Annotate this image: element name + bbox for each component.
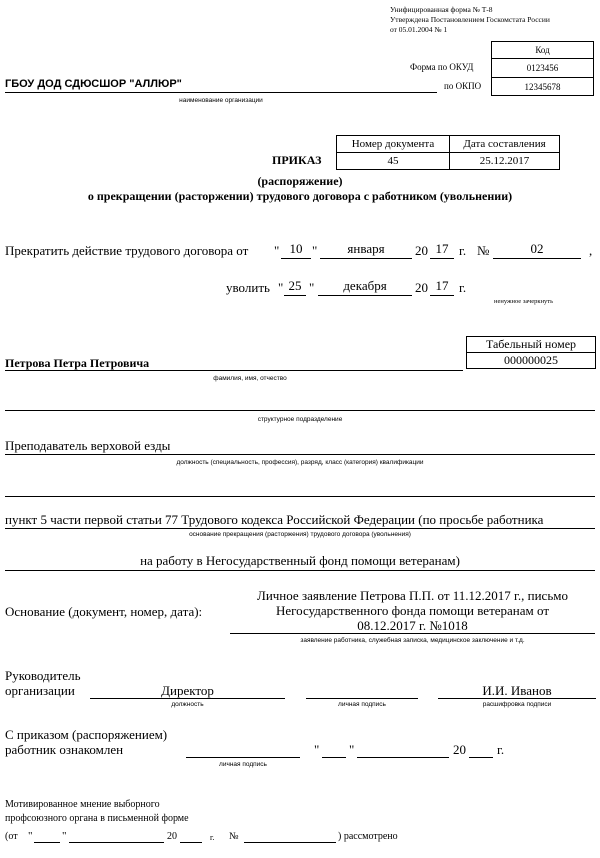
- organization-caption: наименование организации: [179, 97, 263, 104]
- position-caption: должность (специальность, профессия), разряд, класс (категория) квалификации: [176, 459, 424, 466]
- terminate-comma: ,: [589, 243, 593, 258]
- okpo-value: 12345678: [492, 78, 594, 96]
- employee-name-line: [5, 370, 463, 371]
- order-title: ПРИКАЗ: [272, 153, 322, 167]
- union-number-line: [244, 842, 336, 843]
- doc-date-value: 25.12.2017: [450, 153, 560, 170]
- union-from-label: (от: [5, 831, 18, 842]
- terminate-year-suffix: г.: [459, 243, 467, 258]
- acquainted-label1: С приказом (распоряжением): [5, 727, 168, 742]
- acquainted-quote-close: ": [349, 742, 355, 757]
- doc-number-value: 45: [337, 153, 450, 170]
- terminate-quote-open: ": [274, 243, 280, 258]
- terminate-year-prefix: 20: [415, 243, 428, 258]
- head-decode-caption: расшифровка подписи: [482, 701, 552, 708]
- okud-label: Форма по ОКУД: [410, 62, 474, 72]
- employee-position: Преподаватель верховой езды: [5, 438, 171, 453]
- basis-label: Основание (документ, номер, дата):: [5, 604, 203, 619]
- grounds-caption: основание прекращения (расторжения) трудового договора (увольнения): [189, 531, 411, 538]
- union-year-prefix: 20: [167, 831, 177, 842]
- basis-line3: 08.12.2017 г. №1018: [357, 618, 468, 633]
- strike-note: ненужное зачеркнуть: [494, 298, 554, 305]
- dismiss-year: 17: [435, 278, 449, 293]
- head-position-caption: должность: [171, 701, 204, 708]
- employee-name-caption: фамилия, имя, отчество: [213, 375, 287, 382]
- union-line1: Мотивированное мнение выборного: [5, 799, 160, 810]
- dismiss-quote-close: ": [309, 280, 315, 295]
- terminate-day: 10: [289, 241, 303, 256]
- basis-line1: Личное заявление Петрова П.П. от 11.12.2017 г., письмо: [257, 588, 568, 603]
- union-quote-open: ": [28, 830, 33, 842]
- organization-underline: [5, 92, 437, 93]
- terminate-month-line: [320, 258, 412, 259]
- okud-value: 0123456: [492, 59, 594, 78]
- acquainted-year-line: [469, 757, 493, 758]
- head-label1: Руководитель: [5, 668, 81, 683]
- grounds-line2-underline: [5, 570, 595, 571]
- form-header-line3: от 05.01.2004 № 1: [390, 25, 448, 34]
- okpo-label: по ОКПО: [444, 81, 482, 91]
- acquainted-day-line: [322, 757, 346, 758]
- basis-underline: [230, 633, 595, 634]
- terminate-number-label: №: [477, 243, 490, 258]
- union-day-line: [34, 842, 60, 843]
- head-signature-line: [306, 698, 418, 699]
- union-year-line: [180, 842, 202, 843]
- terminate-day-line: [281, 258, 311, 259]
- acquainted-month-line: [357, 757, 449, 758]
- head-position: Директор: [161, 683, 214, 698]
- terminate-label: Прекратить действие трудового договора от: [5, 243, 249, 258]
- dismiss-day-line: [284, 295, 306, 296]
- union-year-suffix: г.: [210, 833, 215, 842]
- doc-number-table: [336, 135, 560, 170]
- basis-caption: заявление работника, служебная записка, медицинское заключение и т.д.: [300, 637, 525, 644]
- grounds-line1-underline: [5, 528, 595, 529]
- department-line: [5, 410, 595, 411]
- kod-header: Код: [492, 42, 594, 59]
- employee-name: Петрова Петра Петровича: [5, 356, 150, 370]
- dismiss-month: декабря: [343, 278, 387, 293]
- dismiss-label: уволить: [226, 280, 270, 295]
- basis-line2: Негосударственного фонда помощи ветеранам от: [275, 603, 550, 618]
- union-number-label: №: [229, 831, 239, 842]
- tab-number-value: 000000025: [467, 353, 596, 369]
- order-subtitle: (распоряжение): [257, 174, 343, 188]
- blank-line: [5, 496, 595, 497]
- organization-name: ГБОУ ДОД СДЮСШОР "АЛЛЮР": [5, 78, 182, 90]
- grounds-line1: пункт 5 части первой статьи 77 Трудового кодекса Российской Федерации (по просьбе работника: [5, 512, 544, 527]
- head-signature-caption: личная подпись: [338, 701, 386, 708]
- grounds-line2: на работу в Негосударственный фонд помощи ветеранам): [140, 553, 460, 568]
- acquainted-year-prefix: 20: [453, 742, 466, 757]
- position-line: [5, 454, 595, 455]
- form-header-line2: Утверждена Постановлением Госкомстата России: [390, 15, 550, 24]
- acquainted-quote-open: ": [314, 742, 320, 757]
- acquainted-label2: работник ознакомлен: [5, 742, 124, 757]
- union-end: ) рассмотрено: [338, 831, 398, 842]
- dismiss-day: 25: [288, 278, 302, 293]
- union-line2: профсоюзного органа в письменной форме: [5, 813, 189, 824]
- tab-number-table: [466, 336, 596, 369]
- doc-number-header: Номер документа: [337, 136, 450, 153]
- order-heading: о прекращении (расторжении) трудового договора с работником (увольнении): [87, 189, 513, 203]
- terminate-number-line: [493, 258, 581, 259]
- dismiss-quote-open: ": [278, 280, 284, 295]
- codes-table: [491, 41, 594, 96]
- dismiss-year-line: [430, 295, 454, 296]
- union-quote-close: ": [62, 830, 67, 842]
- terminate-month: января: [347, 241, 385, 256]
- department-caption: структурное подразделение: [257, 416, 343, 423]
- dismiss-year-suffix: г.: [459, 280, 467, 295]
- terminate-number: 02: [530, 241, 544, 256]
- head-decode-line: [438, 698, 596, 699]
- acquainted-signature-line: [186, 757, 300, 758]
- head-decode: И.И. Иванов: [482, 683, 552, 698]
- head-position-line: [90, 698, 285, 699]
- head-label2: организации: [5, 683, 75, 698]
- acquainted-year-suffix: г.: [497, 742, 505, 757]
- terminate-year: 17: [435, 241, 449, 256]
- dismiss-month-line: [318, 295, 412, 296]
- form-header-line1: Унифицированная форма № Т-8: [390, 5, 493, 14]
- terminate-quote-close: ": [312, 243, 318, 258]
- union-month-line: [69, 842, 164, 843]
- terminate-year-line: [430, 258, 454, 259]
- acquainted-signature-caption: личная подпись: [219, 761, 267, 768]
- doc-date-header: Дата составления: [450, 136, 560, 153]
- dismiss-year-prefix: 20: [415, 280, 428, 295]
- tab-number-header: Табельный номер: [467, 337, 596, 353]
